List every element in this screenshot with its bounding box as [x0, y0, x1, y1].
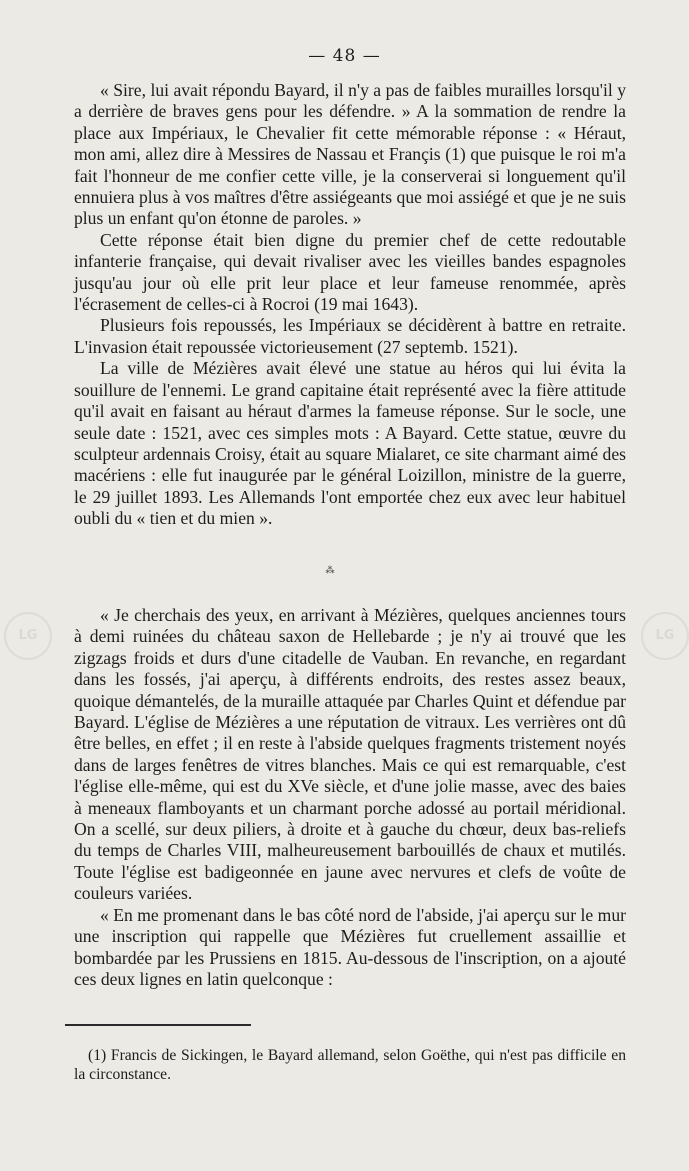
paragraph: « Je cherchais des yeux, en arrivant à Mézières, quelques anciennes tours à demi ruinées du château saxon de Hellebarde ; je n'y ai trouvé que les zigzags froids et durs d'une citadelle de Vauban. En revanche, en regardant dans les fossés, j'ai aperçu, à différents endroits, des restes assez beaux, quoique démantelés, de la muraille attaquée par Charles Quint et défendue par Bayard. L'église de Mézières a une réputation de vitraux. Les verrières ont dû être belles, en effet ; il en reste à l'abside quelques fragments tristement noyés dans de larges fenêtres de vitres blanches. Mais ce qui est remarquable, c'est l'église elle-même, qui est du XVe siècle, et d'une jolie masse, avec des baies à meneaux flamboyants et un charmant porche adossé au portail méridional. On a scellé, sur deux piliers, à droite et à gauche du chœur, deux bas-reliefs du temps de Charles VIII, malheureusement barbouillés de chaux et mutilés. Toute l'église est badigeonnée en jaune avec nervures et clefs de voûte de couleurs variées. [74, 605, 626, 904]
paragraph: Cette réponse était bien digne du premier chef de cette redoutable infanterie française, qui devait rivaliser avec les vieilles bandes espagnoles jusqu'au jour où elle prit leur place et leur fameuse renommée, après l'écrasement de celles-ci à Rocroi (19 mai 1643). [74, 229, 626, 315]
paragraph: « Sire, lui avait répondu Bayard, il n'y a pas de faibles murailles lorsqu'il y a derrière de braves gens pour les défendre. » A la sommation de rendre la place aux Impériaux, le Chevalier fit cette mémorable réponse : « Héraut, mon ami, allez dire à Messires de Nassau et Françis (1) que puisque le roi m'a fait l'honneur de me confier cette ville, je la conserverai si longuement qu'il ennuiera plus à vos maîtres d'être assiégeants que moi assiégé et que je ne suis plus un enfant qu'on étonne de paroles. » [74, 80, 626, 229]
paragraph: Plusieurs fois repoussés, les Impériaux se décidèrent à battre en retraite. L'invasion était repoussée victorieusement (27 septemb. 1521). [74, 315, 626, 357]
asterism: ⁂ [325, 566, 335, 576]
footnote-divider [65, 1024, 251, 1026]
paragraph: « En me promenant dans le bas côté nord de l'abside, j'ai aperçu sur le mur une inscription qui rappelle que Mézières fut cruellement assaillie et bombardée par les Prussiens en 1815. Au-dessous de l'inscription, on a ajouté ces deux lignes en latin quelconque : [74, 904, 626, 989]
library-stamp-watermark-right: LG [641, 612, 689, 660]
body-text-lower [74, 605, 626, 990]
page-number: — 48 — [308, 46, 381, 66]
footnote: (1) Francis de Sickingen, le Bayard allemand, selon Goëthe, qui n'est pas difficile en la circonstance. [74, 1047, 626, 1083]
library-stamp-watermark-left: LG [4, 612, 52, 660]
section-separator-asterism [318, 567, 342, 589]
paragraph: La ville de Mézières avait élevé une statue au héros qui lui évita la souillure de l'ennemi. Le grand capitaine était représenté avec la fière attitude qu'il avait en faisant au héraut d'armes la fameuse réponse. Sur le socle, une seule date : 1521, avec ces simples mots : A Bayard. Cette statue, œuvre du sculpteur ardennais Croisy, était au square Mialaret, ce site charmant aimé des macériens : elle fut inaugurée par le général Loizillon, ministre de la guerre, le 29 juillet 1893. Les Allemands l'ont emportée chez eux avec leur habituel oubli du « tien et du mien ». [74, 358, 626, 529]
body-text-upper [74, 80, 626, 530]
